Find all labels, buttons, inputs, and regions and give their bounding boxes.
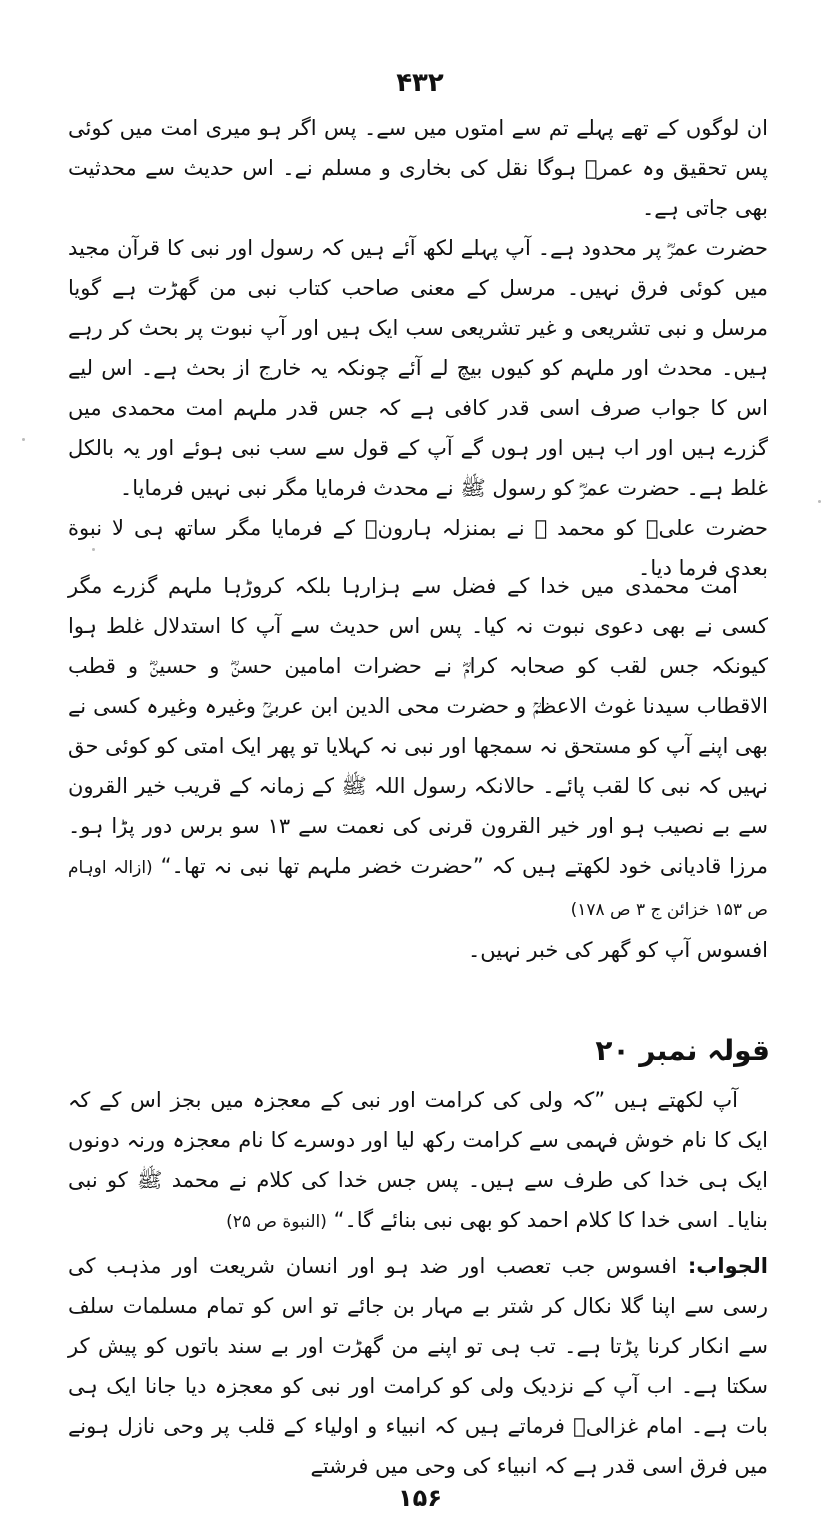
scan-speck <box>92 548 95 551</box>
section-4-text <box>68 1246 768 1486</box>
scan-speck <box>22 438 25 441</box>
citation: (ازالہ اوہام ص ۱۵۳ خزائن ج ۳ ص ۱۷۸) <box>68 858 768 920</box>
scan-speck <box>818 500 821 503</box>
section-heading: قولہ نمبر ۲۰ <box>595 1034 770 1067</box>
answer-paragraph <box>68 1246 768 1486</box>
paragraph: ان لوگوں کے تھے پہلے تم سے امتوں میں سے۔ پس اگر ہو میری امت میں کوئی پس تحقیق وہ عمرؓ ہوگا نقل کی بخاری و مسلم نے۔ اس حدیث سے محدثیت بھی جاتی ہے۔ <box>68 116 768 220</box>
citation: (النبوة ص ۲۵) <box>226 1212 327 1232</box>
answer-label: الجواب: <box>687 1254 768 1278</box>
paragraph <box>68 566 768 930</box>
closing-line: افسوس آپ کو گھر کی خبر نہیں۔ <box>467 938 768 962</box>
top-page-number: ۴۳۲ <box>396 68 444 98</box>
quote-paragraph <box>68 1080 768 1242</box>
paragraph: حضرت عمرؓ پر محدود ہے۔ آپ پہلے لکھ آئے ہیں کہ رسول اور نبی کا قرآن مجید میں کوئی فرق نہیں۔ مرسل کے معنی صاحب کتاب نبی من گھڑت ہے گویا مرسل و نبی تشریعی و غیر تشریعی سب ایک ہیں اور آپ نبوت پر بحث کر رہے ہیں۔ محدث اور ملہم کو کیوں بیچ لے آئے چونکہ یہ خارج از بحث ہے۔ اس لیے اس کا جواب صرف اسی قدر کافی ہے کہ جس قدر ملہم امت محمدی میں گزرے ہیں اور اب ہیں اور ہوں گے آپ کے قول سے سب نبی ہوئے اور یہ بالکل غلط ہے۔ حضرت عمرؓ کو رسول ﷺ نے محدث فرمایا مگر نبی نہیں فرمایا۔ <box>68 236 768 500</box>
section-2-text <box>68 566 768 970</box>
section-1-text <box>68 108 768 588</box>
quote-body: آپ لکھتے ہیں ”کہ ولی کی کرامت اور نبی کے معجزہ میں بجز اس کے کہ ایک کا نام خوش فہمی سے کرامت رکھ لیا اور دوسرے کا نام معجزہ ورنہ دونوں ایک ہی خدا کی طرف سے ہیں۔ پس جس خدا کی کلام نے محمد ﷺ کو نبی بنایا۔ اسی خدا کا کلام احمد کو بھی نبی بنائے گا۔“ <box>68 1088 768 1232</box>
paragraph-body: امت محمدی میں خدا کے فضل سے ہزارہا بلکہ کروڑہا ملہم گزرے مگر کسی نے بھی دعوی نبوت نہ کیا۔ پس اس حدیث سے آپ کا استدلال غلط ہوا کیونکہ جس لقب کو صحابہ کرامؓ نے حضرات امامین حسنؓ و حسینؓ و قطب الاقطاب سیدنا غوث الاعظمؒ و حضرت محی الدین ابن عربیؒ وغیرہ وغیرہ کسی نے بھی اپنے آپ کو مستحق نہ سمجھا اور نبی نہ کہلایا تو پھر ایک امتی کو کوئی حق نہیں کہ نبی کا لقب پائے۔ حالانکہ رسول اللہ ﷺ کے زمانہ کے قریب خیر القرون سے بے نصیب ہو اور خیر القرون قرنی کی نعمت سے ۱۳ سو برس دور پڑا ہو۔ مرزا قادیانی خود لکھتے ہیں کہ ”حضرت خضر ملہم تھا نبی نہ تھا۔“ <box>68 574 768 878</box>
answer-body: افسوس جب تعصب اور ضد ہو اور انسان شریعت اور مذہب کی رسی سے اپنا گلا نکال کر شتر بے مہار بن جائے تو اس کو تمام مسلمات سلف سے انکار کرنا پڑتا ہے۔ تب ہی تو اپنے من گھڑت اور بے سند باتوں کو پیش کر سکتا ہے۔ اب آپ کے نزدیک ولی کو کرامت اور نبی کو معجزہ دیا جانا ایک ہی بات ہے۔ امام غزالیؒ فرماتے ہیں کہ انبیاء و اولیاء کے قلب پر وحی نازل ہونے میں فرق اسی قدر ہے کہ انبیاء کی وحی میں فرشتے <box>68 1254 768 1478</box>
paragraph: حضرت علیؓ کو محمد ﷺ نے بمنزلہ ہارونؑ کے فرمایا مگر ساتھ ہی لا نبوة بعدی فرما دیا۔ <box>68 516 768 580</box>
bottom-page-number: ۱۵۶ <box>398 1484 442 1512</box>
section-3-text <box>68 1080 768 1242</box>
